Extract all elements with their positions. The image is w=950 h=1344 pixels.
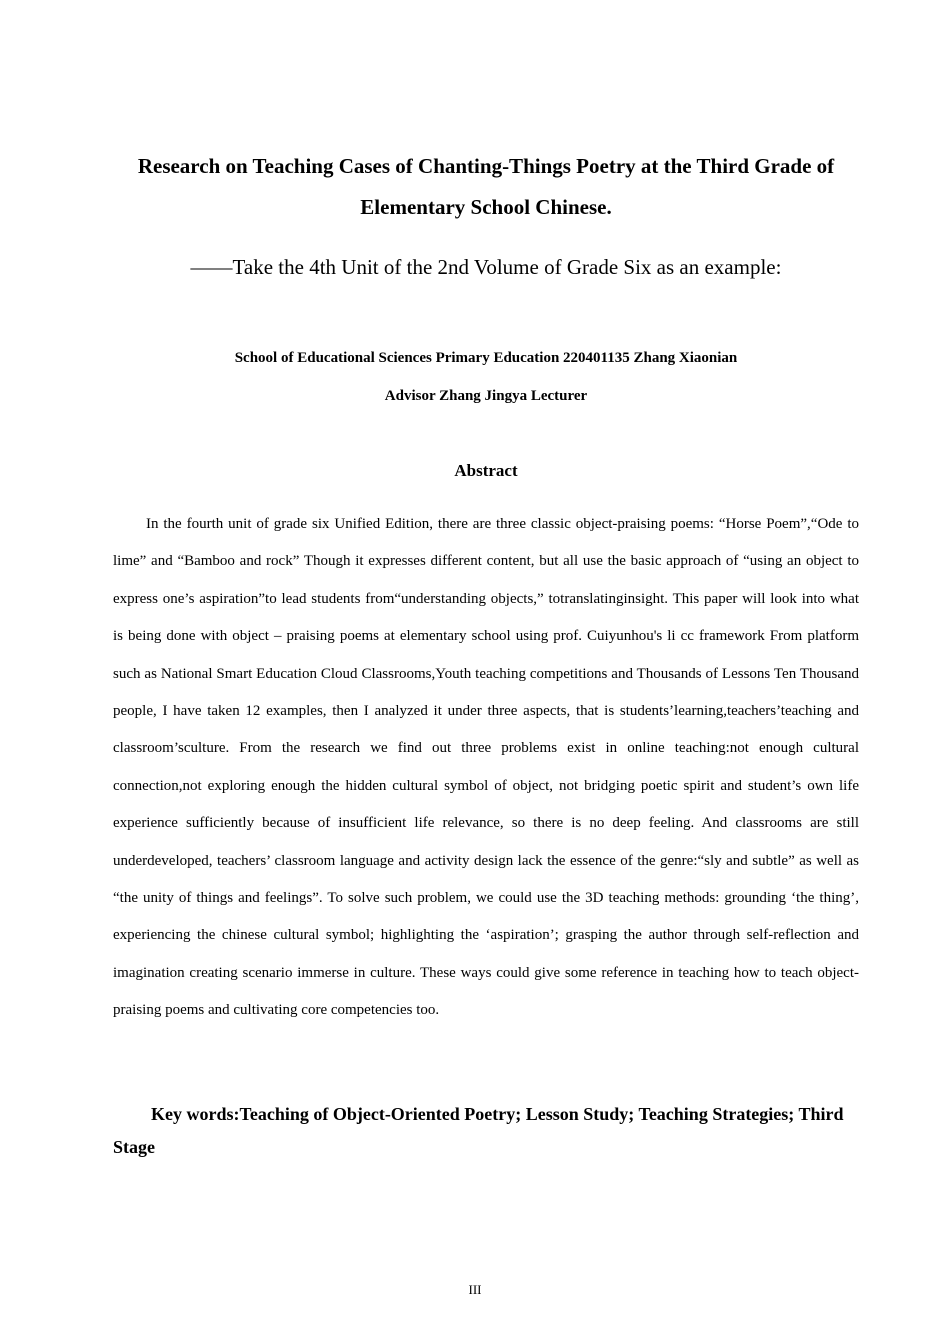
page-number: III <box>468 1282 482 1297</box>
keywords: Key words:Teaching of Object-Oriented Poetry; Lesson Study; Teaching Strategies; Third Stage <box>113 1104 844 1157</box>
abstract-heading: Abstract <box>454 461 518 480</box>
page-subtitle: ——Take the 4th Unit of the 2nd Volume of Grade Six as an example: <box>190 255 782 279</box>
author-info: School of Educational Sciences Primary Education 220401135 Zhang Xiaonian <box>234 350 738 366</box>
page-title: Research on Teaching Cases of Chanting-Things Poetry at the Third Grade of Elementary School Chinese. <box>137 154 835 219</box>
abstract-body: In the fourth unit of grade six Unified Edition, there are three classic object-praising poems: “Horse Poem”,“Ode to lime” and “Bamboo and rock” Though it expresses different content, but all use the basic approach of “using an object to express one’s aspiration”to lead students from“understanding objects,” totranslatinginsight. This paper will look into what is being done with object – praising poems at elementary school using prof. Cuiyunhou's li cc framework From platform such as National Smart Education Cloud Classrooms,Youth teaching competitions and Thousands of Lessons Ten Thousand people, I have taken 12 examples, then I analyzed it under three aspects, that is students’learning,teachers’teaching and classroom’sculture. From the research we find out three problems exist in online teaching:not enough cultural connection,not exploring enough the hidden cultural symbol of object, not bridging poetic spirit and student’s own life experience sufficiently because of insufficient life relevance, so there is no deep feeling. And classrooms are still underdeveloped, teachers’ classroom language and activity design lack the essence of the genre:“sly and subtle” as well as “the unity of things and feelings”. To solve such problem, we could use the 3D teaching methods: grounding ‘the thing’, experiencing the chinese cultural symbol; highlighting the ‘aspiration’; grasping the author through self-reflection and imagination creating scenario immerse in culture. These ways could give some reference in teaching how to teach object-praising poems and cultivating core competencies too. <box>113 516 859 1019</box>
advisor-info: Advisor Zhang Jingya Lecturer <box>384 388 588 404</box>
